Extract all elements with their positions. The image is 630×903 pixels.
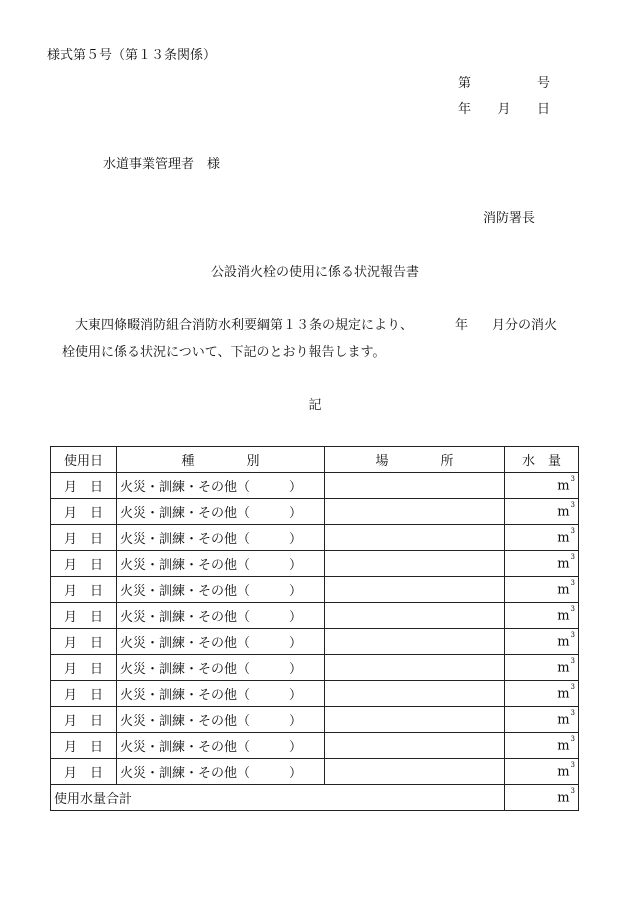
row-volume (505, 577, 579, 603)
row-unit-exponent: 3 (570, 630, 575, 639)
row-kind: 火災・訓練・その他（ ） (117, 707, 325, 733)
row-kind: 火災・訓練・その他（ ） (117, 629, 325, 655)
body-line-1 (62, 312, 590, 339)
row-unit-exponent: 3 (570, 734, 575, 743)
row-unit: m (557, 634, 570, 650)
document-date (458, 98, 550, 117)
row-unit-exponent: 3 (570, 604, 575, 613)
row-volume (505, 655, 579, 681)
row-unit: m (557, 764, 570, 780)
table-row (51, 759, 579, 785)
row-place (325, 655, 505, 681)
row-date: 月 日 (51, 577, 117, 603)
row-kind: 火災・訓練・その他（ ） (117, 655, 325, 681)
row-kind: 火災・訓練・その他（ ） (117, 525, 325, 551)
row-place (325, 681, 505, 707)
header-place: 場 所 (325, 447, 505, 473)
row-place (325, 733, 505, 759)
sender: 消防署長 (483, 211, 536, 226)
row-unit: m (557, 504, 570, 520)
row-unit: m (557, 556, 570, 572)
row-unit-exponent: 3 (570, 474, 575, 483)
row-unit-exponent: 3 (570, 760, 575, 769)
row-kind: 火災・訓練・その他（ ） (117, 681, 325, 707)
row-volume (505, 733, 579, 759)
row-unit-exponent: 3 (570, 500, 575, 509)
ki-heading: 記 (308, 398, 322, 413)
row-date: 月 日 (51, 473, 117, 499)
row-unit-exponent: 3 (570, 682, 575, 691)
row-volume (505, 759, 579, 785)
table-row (51, 473, 579, 499)
total-label: 使用水量合計 (51, 785, 505, 811)
table-header-row (51, 447, 579, 473)
row-unit-exponent: 3 (570, 656, 575, 665)
body-line-2: 栓使用に係る状況について、下記のとおり報告します。 (62, 345, 386, 360)
document-number-suffix: 号 (536, 76, 550, 91)
row-volume (505, 525, 579, 551)
row-date: 月 日 (51, 603, 117, 629)
body-part1: 大東四條畷消防組合消防水利要綱第１３条の規定により、 (75, 318, 414, 333)
document-title: 公設消火栓の使用に係る状況報告書 (210, 265, 419, 280)
row-date: 月 日 (51, 525, 117, 551)
row-volume (505, 499, 579, 525)
row-unit: m (557, 660, 570, 676)
row-place (325, 577, 505, 603)
document-number-prefix: 第 (458, 76, 472, 91)
table-row (51, 577, 579, 603)
table-row (51, 499, 579, 525)
row-kind: 火災・訓練・その他（ ） (117, 499, 325, 525)
date-year-label: 年 (458, 102, 472, 117)
row-kind: 火災・訓練・その他（ ） (117, 733, 325, 759)
row-kind: 火災・訓練・その他（ ） (117, 577, 325, 603)
row-volume (505, 681, 579, 707)
total-volume (505, 785, 579, 811)
row-place (325, 707, 505, 733)
row-date: 月 日 (51, 759, 117, 785)
table-row (51, 551, 579, 577)
row-unit-exponent: 3 (570, 578, 575, 587)
header-volume: 水 量 (505, 447, 579, 473)
row-volume (505, 629, 579, 655)
row-unit-exponent: 3 (570, 552, 575, 561)
row-volume (505, 473, 579, 499)
usage-report-table (50, 446, 579, 811)
row-kind: 火災・訓練・その他（ ） (117, 603, 325, 629)
table-row (51, 681, 579, 707)
addressee: 水道事業管理者 様 (103, 157, 221, 172)
row-place (325, 473, 505, 499)
row-kind: 火災・訓練・その他（ ） (117, 759, 325, 785)
row-unit-exponent: 3 (570, 526, 575, 535)
row-place (325, 499, 505, 525)
row-kind: 火災・訓練・その他（ ） (117, 473, 325, 499)
row-place (325, 525, 505, 551)
row-date: 月 日 (51, 681, 117, 707)
table-row (51, 733, 579, 759)
row-kind: 火災・訓練・その他（ ） (117, 551, 325, 577)
row-unit: m (557, 608, 570, 624)
date-day-label: 日 (536, 102, 550, 117)
row-date: 月 日 (51, 733, 117, 759)
header-kind: 種 別 (117, 447, 325, 473)
header-date: 使用日 (51, 447, 117, 473)
table-row (51, 629, 579, 655)
row-unit: m (557, 686, 570, 702)
row-volume (505, 707, 579, 733)
body-paragraph (62, 312, 590, 366)
row-unit: m (557, 582, 570, 598)
row-unit-exponent: 3 (570, 708, 575, 717)
row-date: 月 日 (51, 499, 117, 525)
total-row (51, 785, 579, 811)
form-number: 様式第５号（第１３条関係） (47, 48, 217, 63)
table-row (51, 655, 579, 681)
row-unit: m (557, 738, 570, 754)
row-date: 月 日 (51, 655, 117, 681)
table-row (51, 707, 579, 733)
row-place (325, 629, 505, 655)
row-date: 月 日 (51, 629, 117, 655)
row-volume (505, 551, 579, 577)
row-place (325, 759, 505, 785)
row-date: 月 日 (51, 707, 117, 733)
total-unit-exponent: 3 (570, 786, 575, 795)
table-row (51, 603, 579, 629)
row-place (325, 603, 505, 629)
row-date: 月 日 (51, 551, 117, 577)
total-unit: m (557, 790, 570, 806)
row-place (325, 551, 505, 577)
row-unit: m (557, 712, 570, 728)
row-unit: m (557, 478, 570, 494)
row-unit: m (557, 530, 570, 546)
document-number (458, 72, 550, 91)
table-row (51, 525, 579, 551)
date-month-label: 月 (497, 102, 511, 117)
body-year-unit: 年 (455, 318, 469, 333)
body-part2: 月分の消火 (492, 318, 558, 333)
row-volume (505, 603, 579, 629)
